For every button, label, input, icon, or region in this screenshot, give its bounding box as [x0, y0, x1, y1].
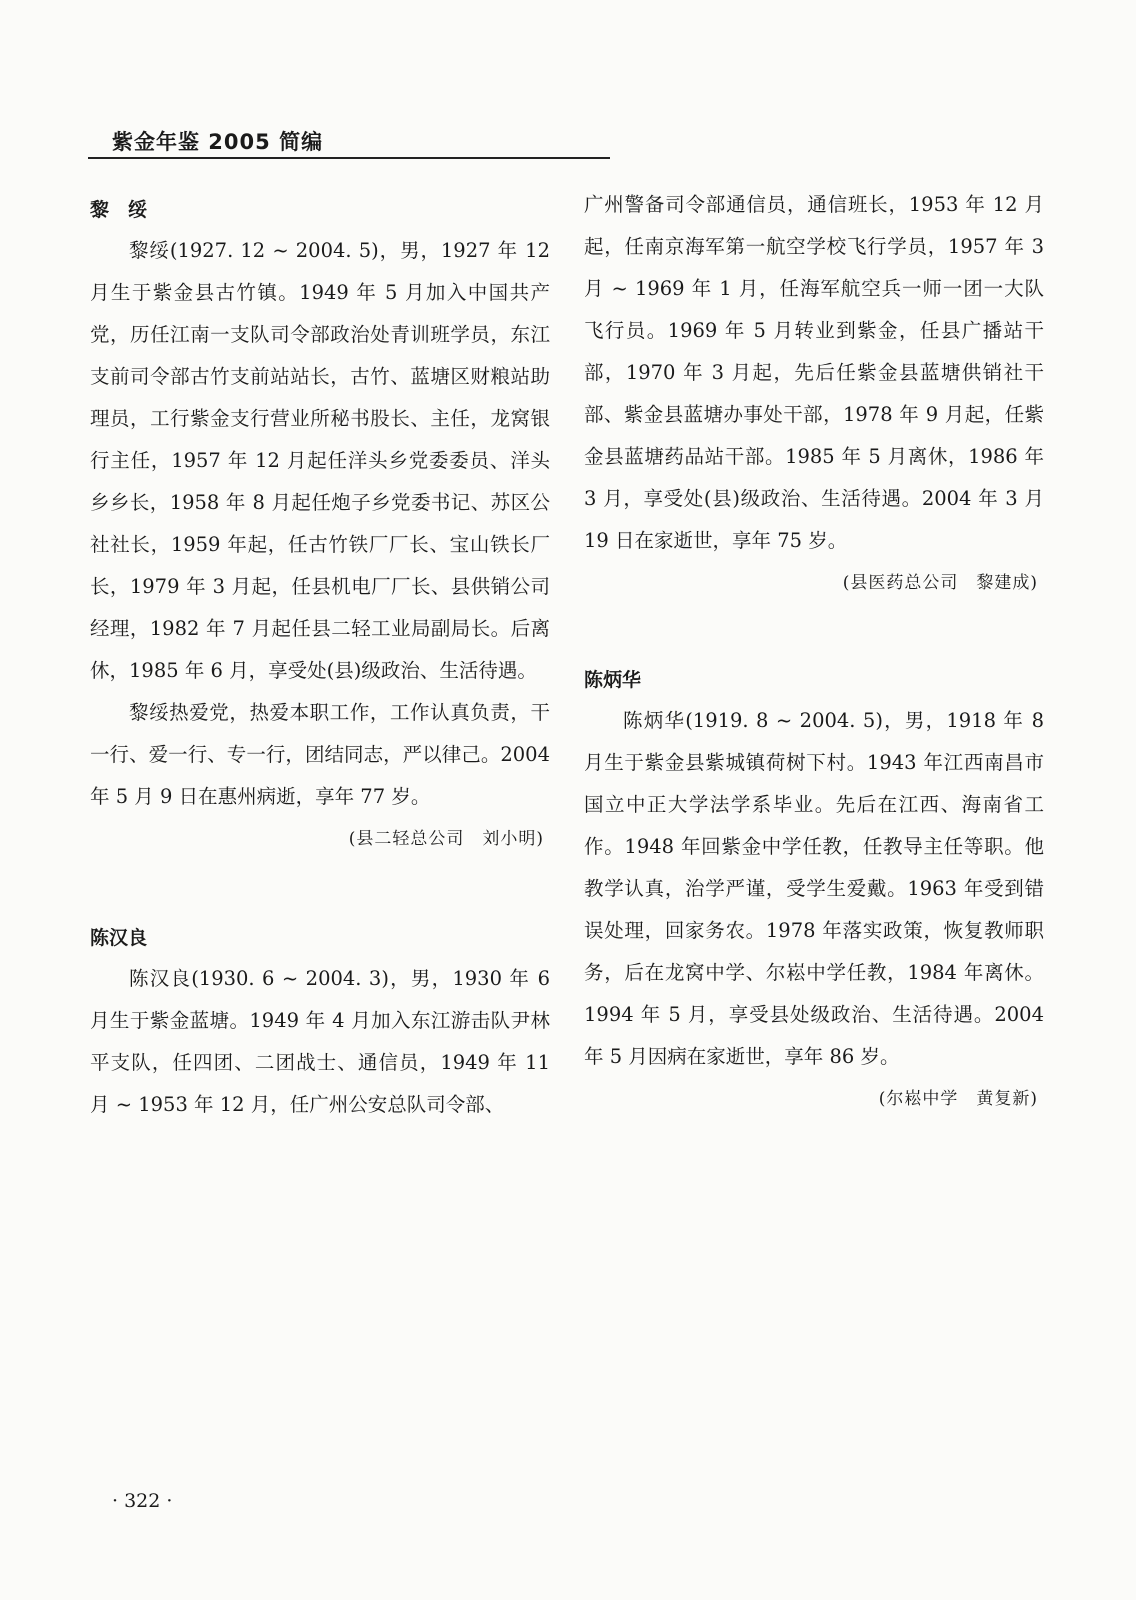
section-gap — [584, 604, 1044, 660]
entry-paragraph: 陈炳华(1919. 8 ~ 2004. 5)，男，1918 年 8 月生于紫金县紫城镇荷树下村。1943 年江西南昌市国立中正大学法学系毕业。先后在江西、海南省工作。1948 年回紫金中学任教，任教导主任等职。他教学认真，治学严谨，受学生爱戴。1963 年受到错误处理，回家务农。1978 年落实政策，恢复教师职务，后在龙窝中学、尔崧中学任教，1984 年离休。1994 年 5 月，享受县处级政治、生活待遇。2004 年 5 月因病在家逝世，享年 86 岁。 — [584, 709, 1044, 1068]
author-signature: (县医药总公司 黎建成) — [842, 573, 1038, 593]
page-number: · 322 · — [112, 1490, 173, 1512]
entry-name-chen-binghua: 陈炳华 — [584, 669, 642, 691]
author-signature: (尔崧中学 黄复新) — [878, 1089, 1038, 1109]
entry-name-chen-hanliang: 陈汉良 — [90, 927, 148, 949]
entry-name-li-sui: 黎 绥 — [90, 199, 148, 221]
author-signature: (县二轻总公司 刘小明) — [348, 829, 544, 849]
entry-paragraph-continued: 广州警备司令部通信员，通信班长，1953 年 12 月起，任南京海军第一航空学校飞行学员，1957 年 3 月 ~ 1969 年 1 月，任海军航空兵一师一团一大队飞行员。1969 年 5 月转业到紫金，任县广播站干部，1970 年 3 月起，先后任紫金县蓝塘供销社干部、紫金县蓝塘办事处干部，1978 年 9 月起，任紫金县蓝塘药品站干部。1985 年 5 月离休，1986 年 3 月，享受处(县)级政治、生活待遇。2004 年 3 月 19 日在家逝世，享年 75 岁。 — [584, 193, 1044, 552]
entry-paragraph: 陈汉良(1930. 6 ~ 2004. 3)，男，1930 年 6 月生于紫金蓝塘。1949 年 4 月加入东江游击队尹林平支队，任四团、二团战士、通信员，1949 年 11 月 ~ 1953 年 12 月，任广州公安总队司令部、 — [90, 967, 550, 1116]
entry-paragraph: 黎绥(1927. 12 ~ 2004. 5)，男，1927 年 12 月生于紫金县古竹镇。1949 年 5 月加入中国共产党，历任江南一支队司令部政治处青训班学员，东江支前司令部古竹支前站站长，古竹、蓝塘区财粮站助理员，工行紫金支行营业所秘书股长、主任，龙窝银行主任，1957 年 12 月起任洋头乡党委委员、洋头乡乡长，1958 年 8 月起任炮子乡党委书记、苏区公社社长，1959 年起，任古竹铁厂厂长、宝山铁长厂长，1979 年 3 月起，任县机电厂厂长、县供销公司经理，1982 年 7 月起任县二轻工业局副局长。后离休，1985 年 6 月，享受处(县)级政治、生活待遇。 — [90, 239, 550, 682]
right-column — [584, 184, 1044, 1120]
entry-paragraph: 黎绥热爱党，热爱本职工作，工作认真负责，干一行、爱一行、专一行，团结同志，严以律己。2004 年 5 月 9 日在惠州病逝，享年 77 岁。 — [90, 701, 550, 808]
header-rule — [88, 157, 610, 159]
left-column — [90, 190, 550, 1126]
running-title: 紫金年鉴 2005 简编 — [112, 130, 324, 154]
section-gap — [90, 860, 550, 918]
